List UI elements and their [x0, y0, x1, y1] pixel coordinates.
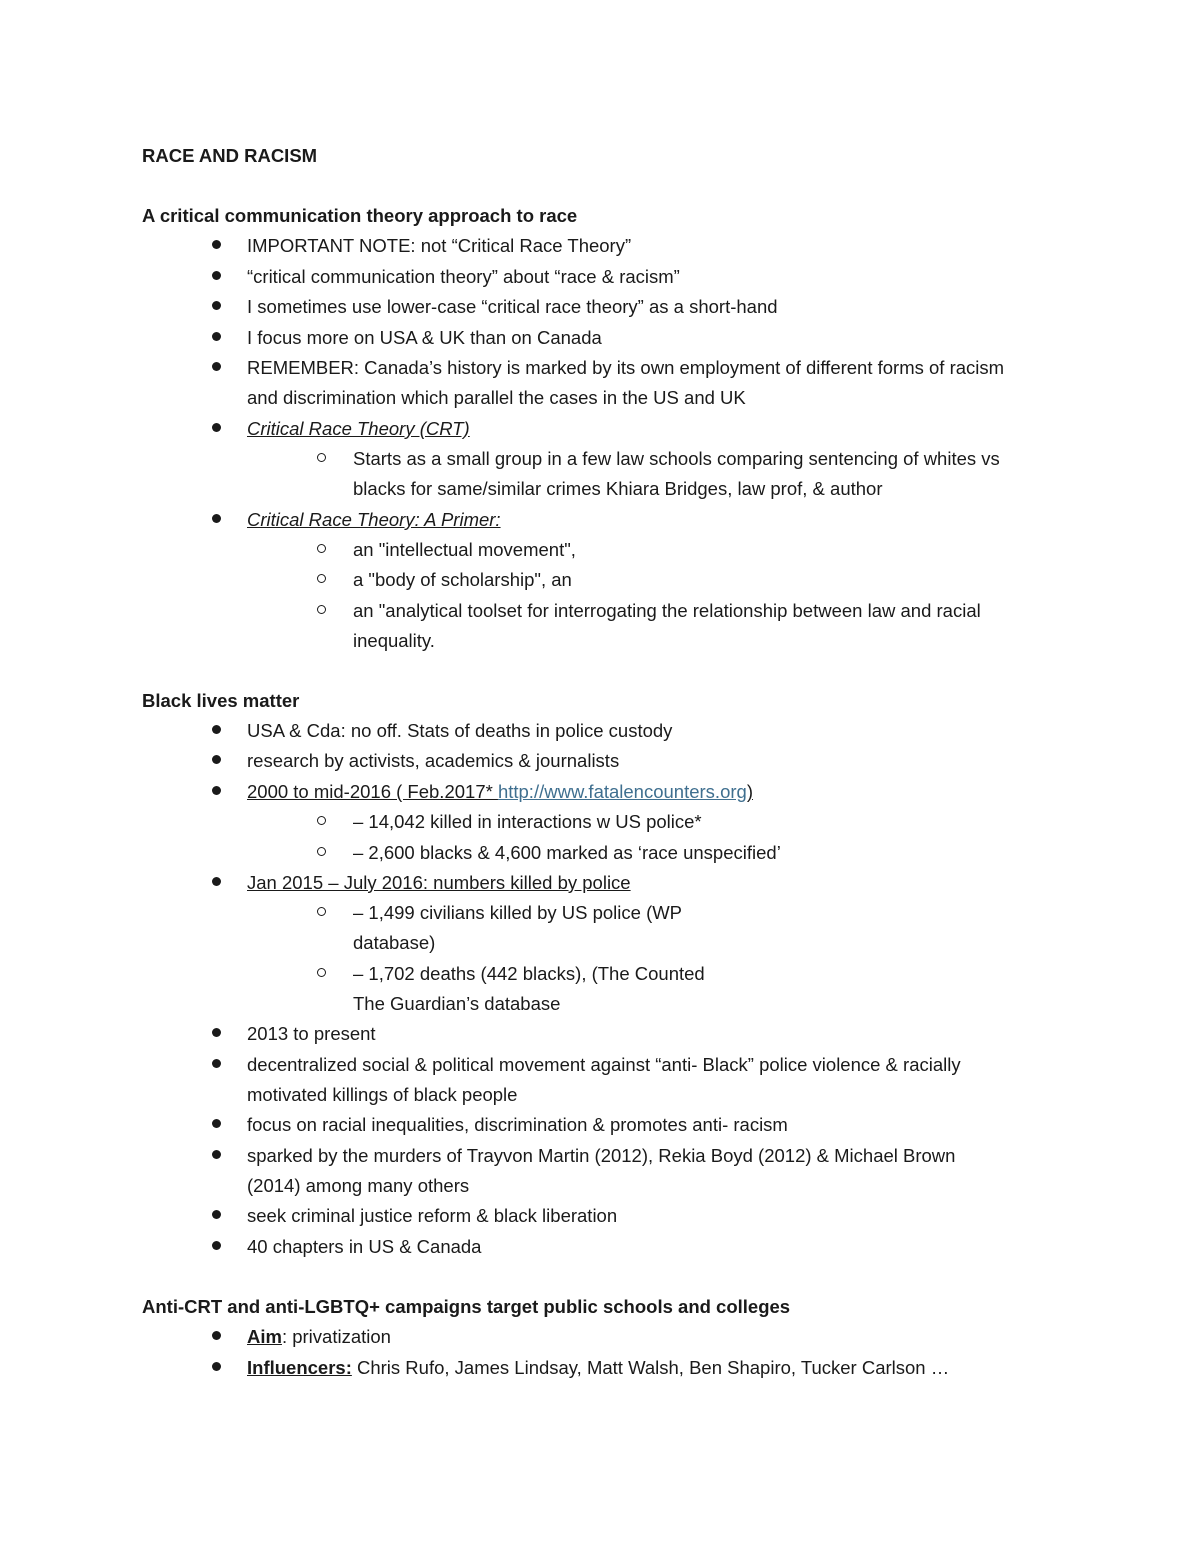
bullet-icon: [212, 877, 221, 886]
sub-list-item: – 2,600 blacks & 4,600 marked as ‘race unspecified’: [353, 842, 781, 863]
sub-list-item-cont: database): [353, 932, 436, 953]
sub-list-item: – 1,499 civilians killed by US police (WP: [353, 902, 683, 923]
list-item-remember: REMEMBER: Canada’s history is marked by its own employment of different forms of racism: [247, 357, 1005, 378]
aim-text: : privatization: [281, 1326, 391, 1347]
sub-list-item: an "analytical toolset for interrogating the relationship between law and racial: [353, 600, 981, 621]
list-item-remember-cont: and discrimination which parallel the cases in the US and UK: [247, 387, 746, 408]
bullet-icon: [212, 1059, 221, 1068]
bullet-icon: [212, 1210, 221, 1219]
bullet-icon: [212, 423, 221, 432]
sub-bullet-icon: [317, 453, 326, 462]
bullet-icon: [212, 1028, 221, 1037]
sub-bullet-icon: [317, 605, 326, 614]
range-suffix: ): [746, 781, 753, 802]
bullet-icon: [212, 271, 221, 280]
list-item: IMPORTANT NOTE: not “Critical Race Theory”: [247, 235, 632, 256]
list-item: “critical communication theory” about “race & racism”: [247, 266, 680, 287]
bullet-icon: [212, 332, 221, 341]
fatal-encounters-link[interactable]: http://www.fatalencounters.org: [497, 781, 747, 802]
sub-bullet-icon: [317, 907, 326, 916]
sub-list-item: – 14,042 killed in interactions w US police*: [353, 811, 702, 832]
list-item: research by activists, academics & journalists: [247, 750, 620, 771]
list-item-cont: motivated killings of black people: [247, 1084, 518, 1105]
bullet-icon: [212, 1362, 221, 1371]
list-item: 2013 to present: [247, 1023, 376, 1044]
sub-bullet-icon: [317, 544, 326, 553]
section-heading-black-lives-matter: Black lives matter: [142, 690, 300, 711]
sub-bullet-icon: [317, 847, 326, 856]
bullet-icon: [212, 1119, 221, 1128]
list-item: seek criminal justice reform & black liberation: [247, 1205, 618, 1226]
bullet-icon: [212, 301, 221, 310]
bullet-icon: [212, 755, 221, 764]
section-heading-anti-crt: Anti-CRT and anti-LGBTQ+ campaigns target public schools and colleges: [142, 1296, 791, 1317]
influencers-label: Influencers:: [247, 1357, 352, 1378]
list-item: decentralized social & political movement against “anti- Black” police violence & racially: [247, 1054, 961, 1075]
list-item: focus on racial inequalities, discrimination & promotes anti- racism: [247, 1114, 788, 1135]
aim-label: Aim: [247, 1326, 282, 1347]
list-item: USA & Cda: no off. Stats of deaths in police custody: [247, 720, 673, 741]
list-item: I sometimes use lower-case “critical race theory” as a short-hand: [247, 296, 778, 317]
range-prefix: 2000 to mid-2016 ( Feb.2017*: [247, 781, 498, 802]
sub-list-item: Starts as a small group in a few law schools comparing sentencing of whites vs: [353, 448, 1000, 469]
bullet-icon: [212, 362, 221, 371]
sub-list-item-cont: The Guardian’s database: [353, 993, 561, 1014]
bullet-icon: [212, 1150, 221, 1159]
list-item: 40 chapters in US & Canada: [247, 1236, 482, 1257]
section-heading-critical-communication: A critical communication theory approach to race: [142, 205, 578, 226]
sub-list-item: – 1,702 deaths (442 blacks), (The Counted: [353, 963, 705, 984]
list-item-range-2000-2016: [247, 780, 753, 804]
list-item-aim: [247, 1325, 391, 1349]
influencers-text: Chris Rufo, James Lindsay, Matt Walsh, Ben Shapiro, Tucker Carlson …: [351, 1357, 950, 1378]
sub-list-item: an "intellectual movement",: [353, 539, 576, 560]
sub-bullet-icon: [317, 574, 326, 583]
sub-bullet-icon: [317, 816, 326, 825]
crt-label: Critical Race Theory (CRT): [247, 418, 470, 439]
sub-bullet-icon: [317, 968, 326, 977]
sub-list-item-cont: inequality.: [353, 630, 435, 651]
document-title: RACE AND RACISM: [142, 145, 318, 166]
bullet-icon: [212, 1331, 221, 1340]
bullet-icon: [212, 514, 221, 523]
sub-list-item-cont: blacks for same/similar crimes Khiara Bridges, law prof, & author: [353, 478, 883, 499]
list-item: I focus more on USA & UK than on Canada: [247, 327, 602, 348]
bullet-icon: [212, 725, 221, 734]
list-item-cont: (2014) among many others: [247, 1175, 470, 1196]
bullet-icon: [212, 786, 221, 795]
list-item-range-2015-2016: Jan 2015 – July 2016: numbers killed by police: [247, 872, 631, 893]
list-item-influencers: [247, 1356, 949, 1380]
primer-label: Critical Race Theory: A Primer:: [247, 509, 501, 530]
list-item: sparked by the murders of Trayvon Martin (2012), Rekia Boyd (2012) & Michael Brown: [247, 1145, 956, 1166]
sub-list-item: a "body of scholarship", an: [353, 569, 572, 590]
bullet-icon: [212, 240, 221, 249]
bullet-icon: [212, 1241, 221, 1250]
